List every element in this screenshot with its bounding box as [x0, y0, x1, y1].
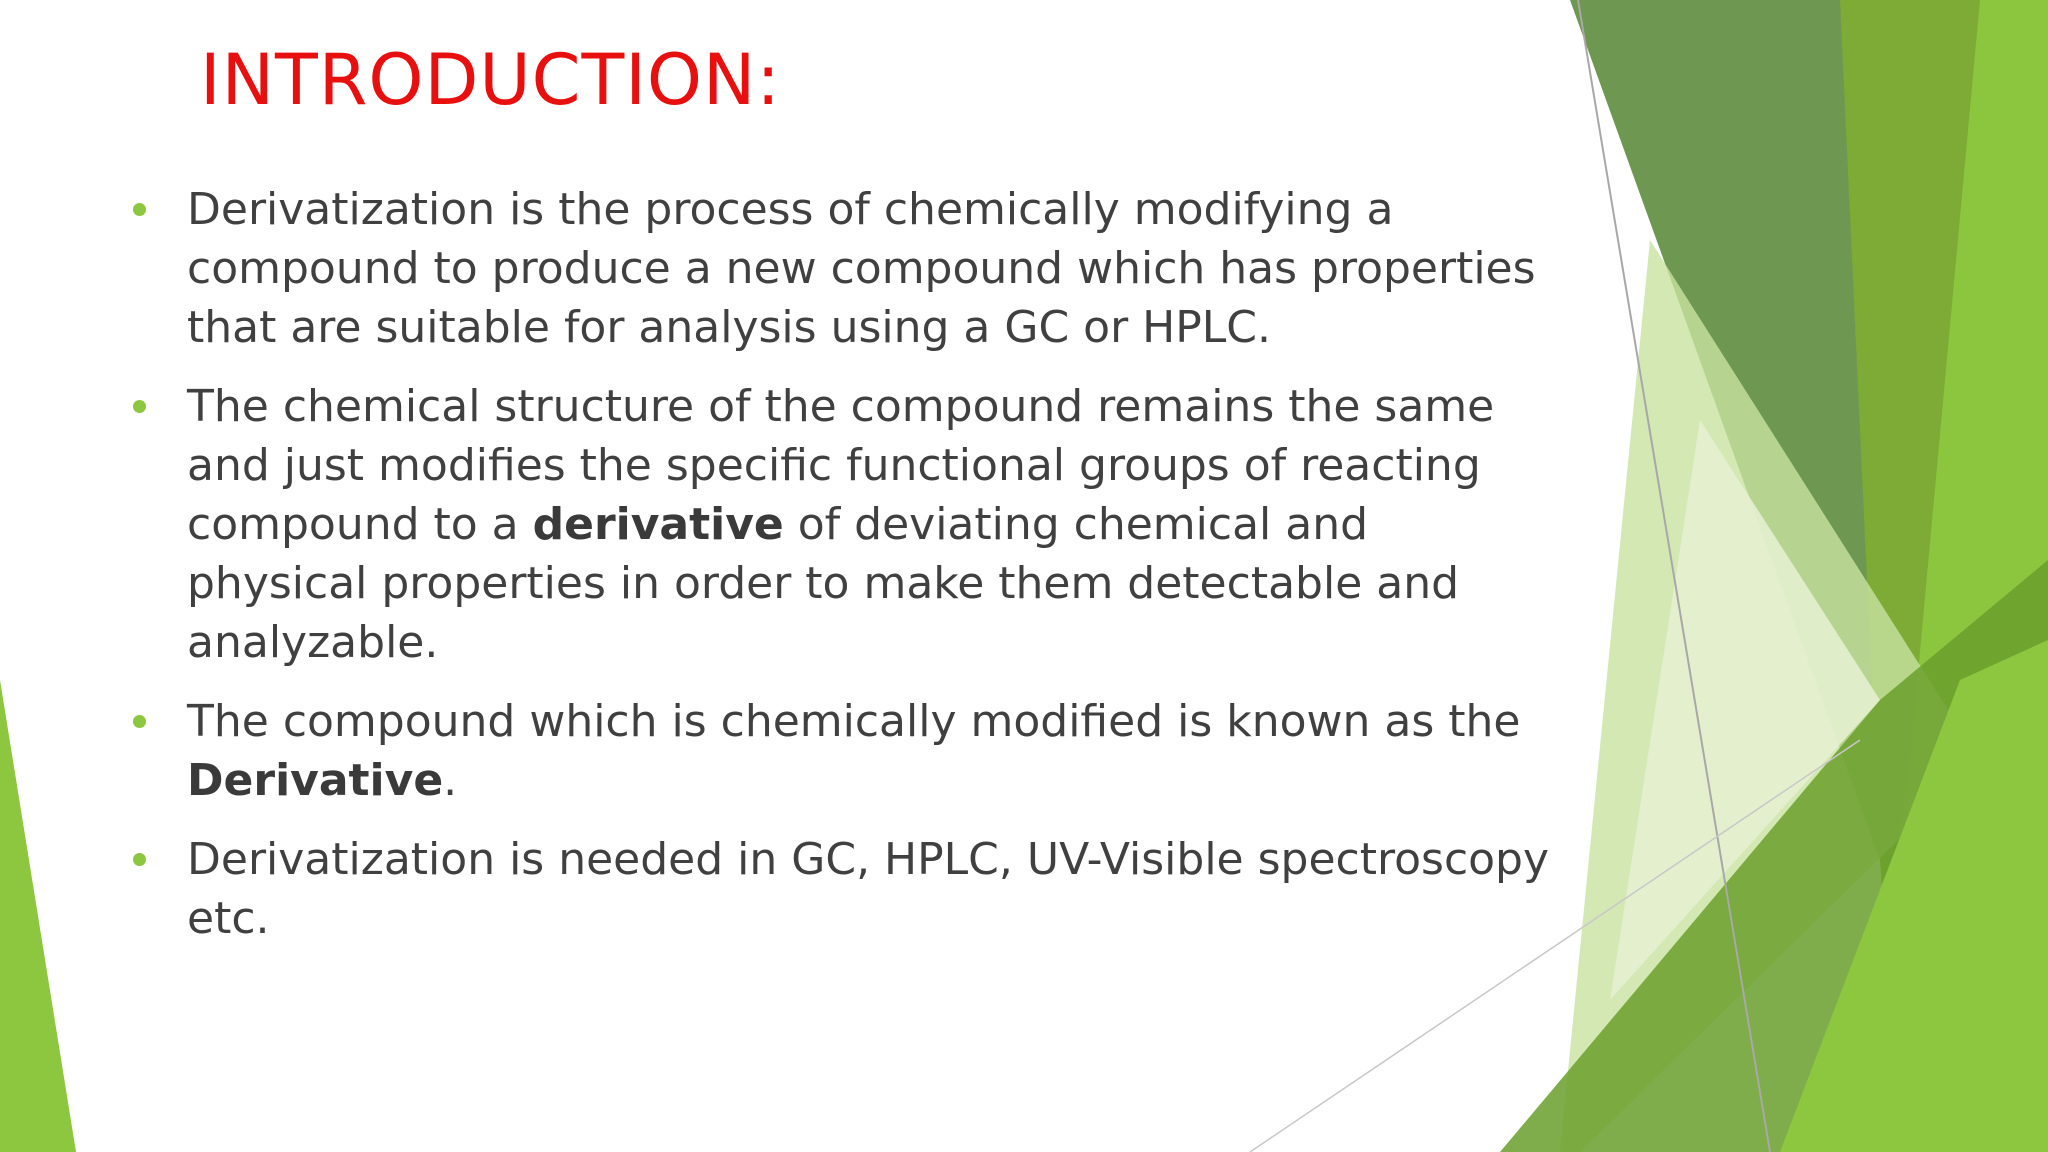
bullet-text: The chemical structure of the compound remains the same and just modifies the specific functional groups of reacting compound to a: [187, 381, 1495, 550]
bullet-text: Derivatization is the process of chemically modifying a compound to produce a new compound which has properties that are suitable for analysis using a GC or HPLC.: [187, 184, 1536, 353]
bullet-item: [133, 830, 1553, 948]
bullet-dot-icon: [133, 400, 146, 413]
bullet-list: [133, 180, 1553, 968]
bullet-text-bold: Derivative: [187, 755, 444, 806]
bullet-item: [133, 180, 1553, 357]
slide-title: INTRODUCTION:: [200, 39, 781, 121]
bullet-text: of deviating chemical and physical properties in order to make them detectable and analyzable.: [187, 499, 1460, 668]
decor-shape-left: [0, 680, 76, 1152]
bullet-dot-icon: [133, 715, 146, 728]
bullet-text-bold: derivative: [532, 499, 784, 550]
bullet-text: The compound which is chemically modified is known as the: [187, 696, 1521, 747]
bullet-text: .: [443, 755, 458, 806]
bullet-dot-icon: [133, 853, 146, 866]
bullet-text: Derivatization is needed in GC, HPLC, UV-Visible spectroscopy etc.: [187, 834, 1550, 944]
bullet-dot-icon: [133, 203, 146, 216]
bullet-item: [133, 377, 1553, 672]
bullet-item: [133, 692, 1553, 810]
